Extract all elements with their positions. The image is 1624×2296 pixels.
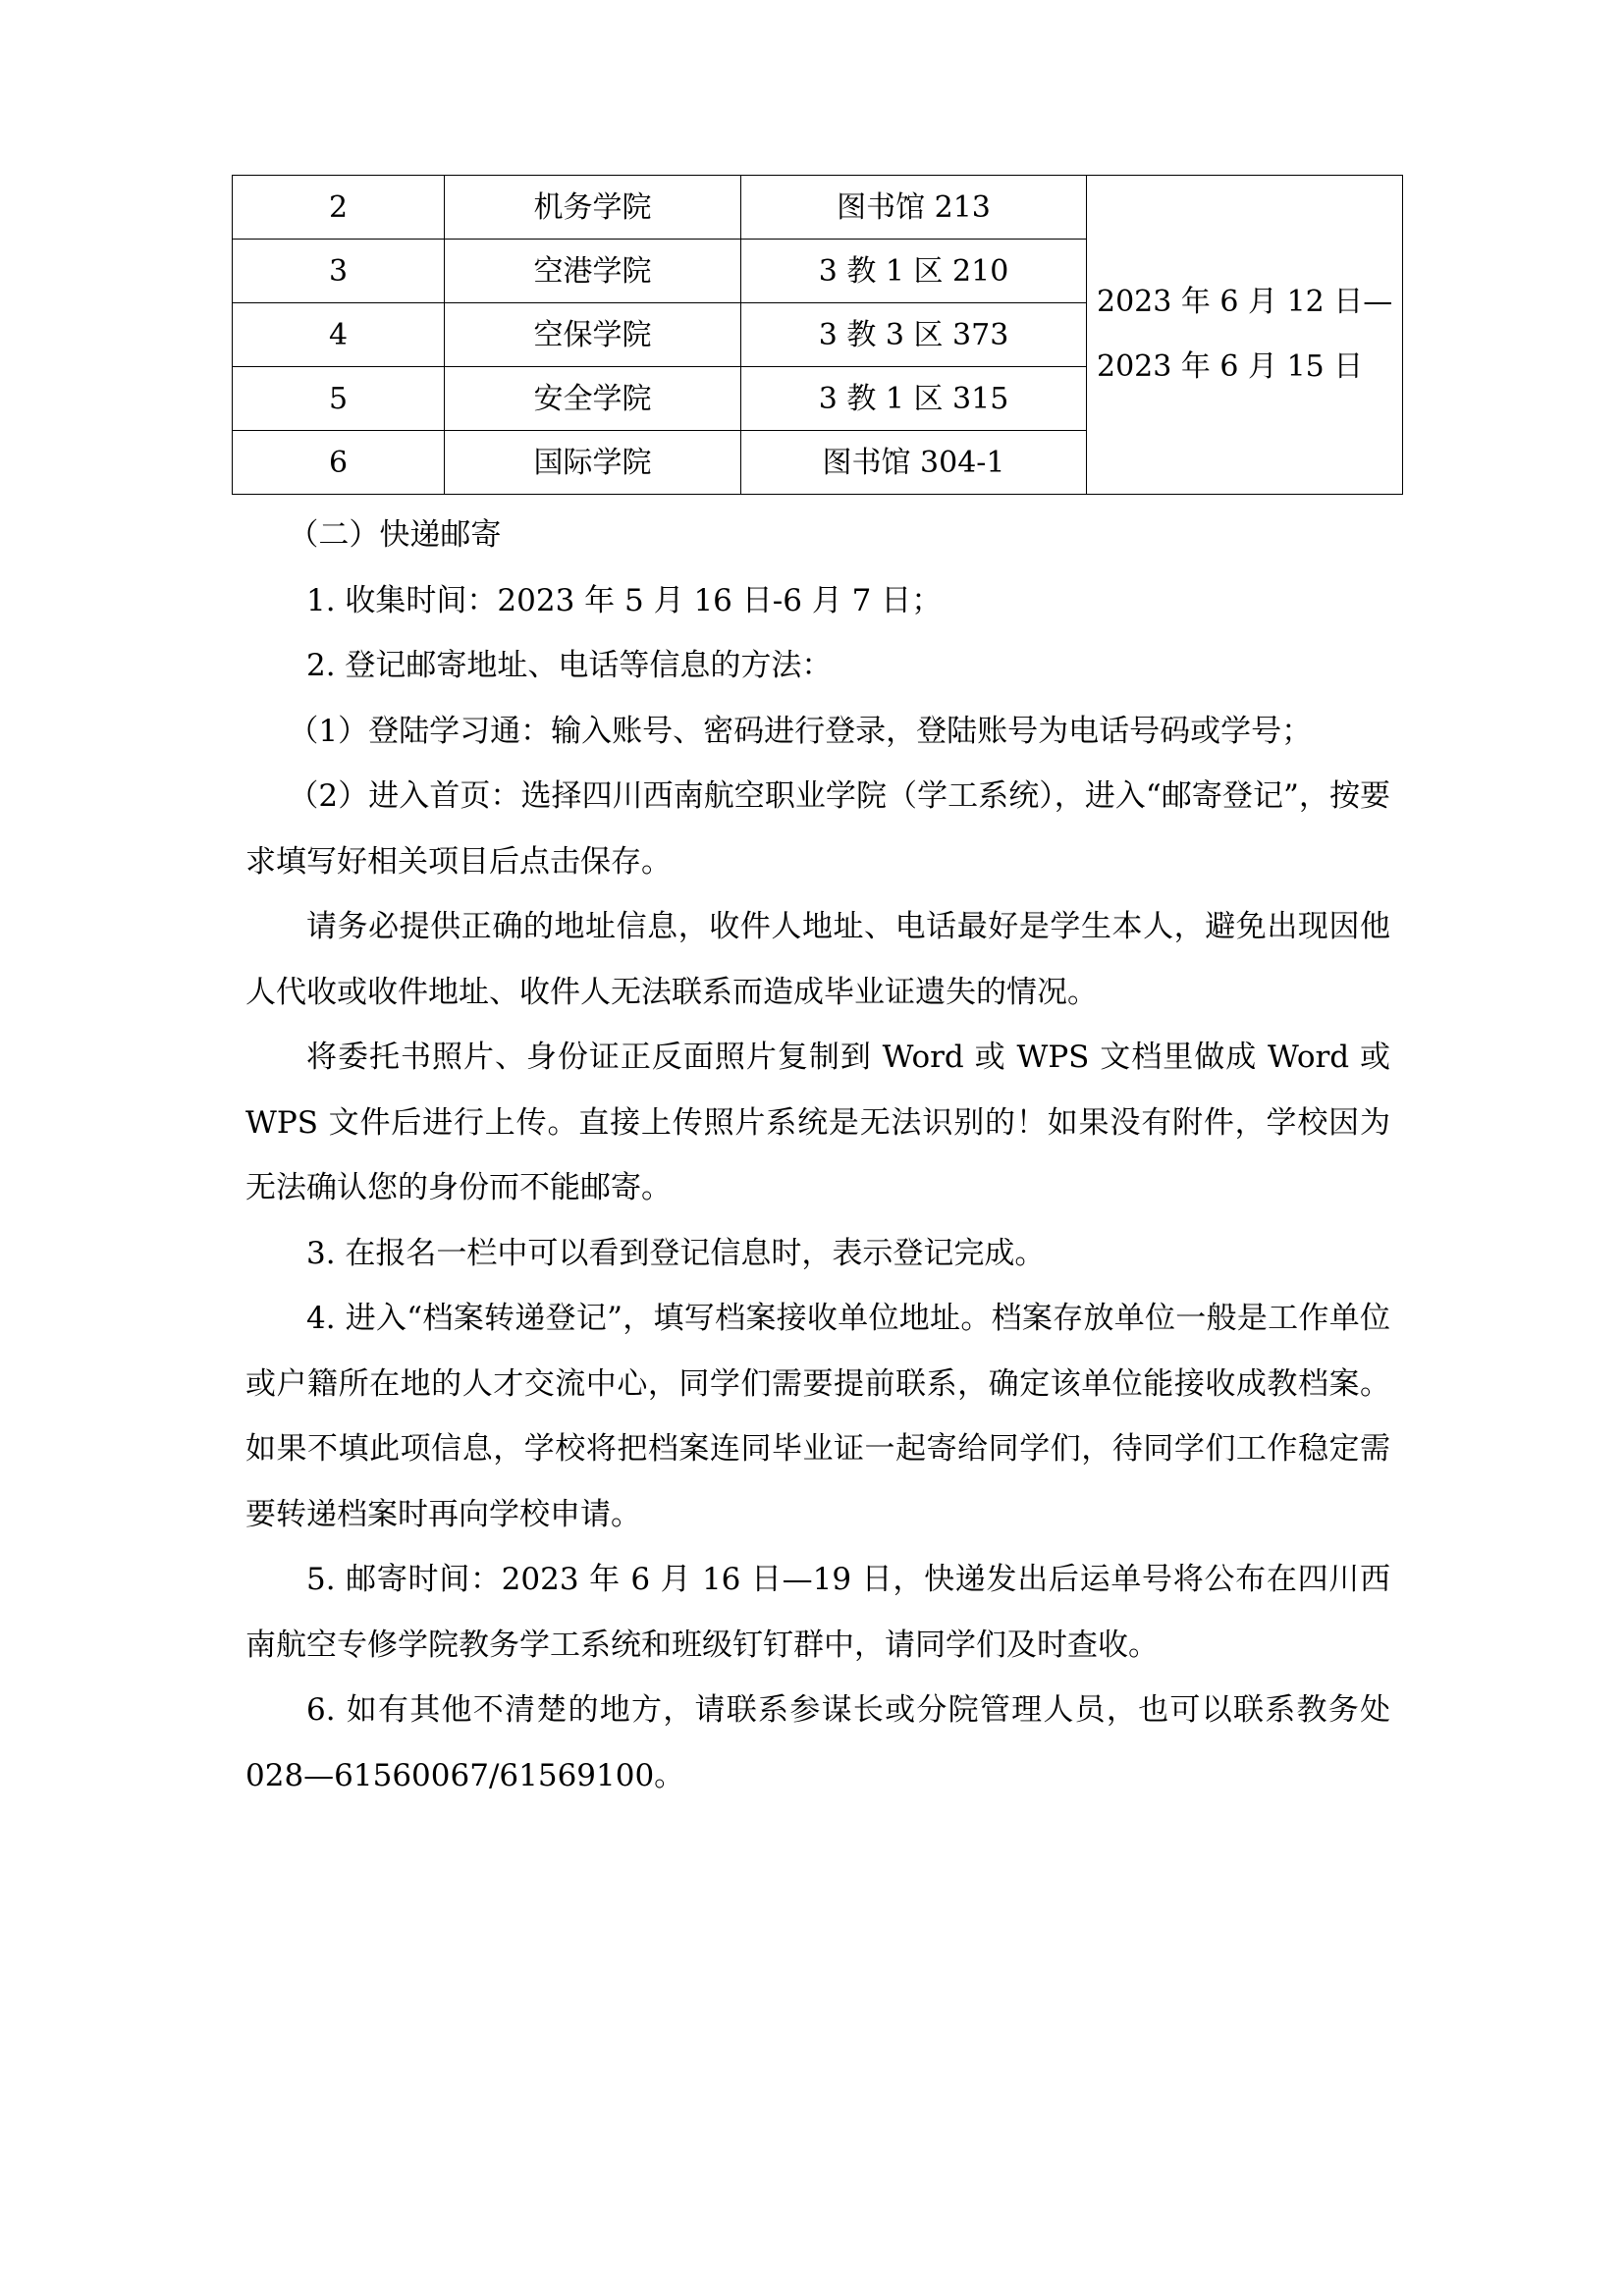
paragraph-login-step: （1）登陆学习通：输入账号、密码进行登录，登陆账号为电话号码或学号； <box>288 713 1313 749</box>
paragraph-collection-time: 1. 收集时间：2023 年 5 月 16 日-6 月 7 日； <box>306 582 943 618</box>
body-text <box>245 503 1390 1808</box>
date-range-cell <box>1087 176 1403 495</box>
row-number: 3 <box>233 240 445 303</box>
college-name: 空港学院 <box>445 240 741 303</box>
college-name: 空保学院 <box>445 303 741 367</box>
paragraph-upload-instructions: 将委托书照片、身份证正反面照片复制到 Word 或 WPS 文档里做成 Word 或 WPS 文件后进行上传。直接上传照片系统是无法识别的！如果没有附件，学校因为无法确认您的身份而不能邮寄。 <box>245 1040 1390 1205</box>
date-range-end: 2023 年 6 月 15 日 <box>1097 349 1364 384</box>
room-location: 图书馆 304-1 <box>741 431 1087 495</box>
room-location: 图书馆 213 <box>741 176 1087 240</box>
paragraph-mailing-time: 5. 邮寄时间：2023 年 6 月 16 日—19 日，快递发出后运单号将公布在四川西南航空专修学院教务学工系统和班级钉钉群中，请同学们及时查收。 <box>245 1562 1390 1663</box>
row-number: 6 <box>233 431 445 495</box>
paragraph-registration-complete: 3. 在报名一栏中可以看到登记信息时，表示登记完成。 <box>306 1235 1046 1271</box>
table-row <box>233 176 1403 240</box>
college-name: 机务学院 <box>445 176 741 240</box>
row-number: 4 <box>233 303 445 367</box>
college-name: 安全学院 <box>445 367 741 431</box>
row-number: 2 <box>233 176 445 240</box>
date-range-start: 2023 年 6 月 12 日— <box>1097 285 1393 319</box>
room-location: 3 教 1 区 210 <box>741 240 1087 303</box>
paragraph-address-notice: 请务必提供正确的地址信息，收件人地址、电话最好是学生本人，避免出现因他人代收或收件地址、收件人无法联系而造成毕业证遗失的情况。 <box>245 909 1390 1010</box>
paragraph-archive-transfer: 4. 进入“档案转递登记”，填写档案接收单位地址。档案存放单位一般是工作单位或户籍所在地的人才交流中心，同学们需要提前联系，确定该单位能接收成教档案。如果不填此项信息，学校将把档案连同毕业证一起寄给同学们，待同学们工作稳定需要转递档案时再向学校申请。 <box>245 1301 1390 1532</box>
room-location: 3 教 3 区 373 <box>741 303 1087 367</box>
paragraph-homepage-step: （2）进入首页：选择四川西南航空职业学院（学工系统），进入“邮寄登记”，按要求填写好相关项目后点击保存。 <box>245 778 1390 880</box>
college-name: 国际学院 <box>445 431 741 495</box>
room-location: 3 教 1 区 315 <box>741 367 1087 431</box>
paragraph-registration-method: 2. 登记邮寄地址、电话等信息的方法： <box>306 648 833 683</box>
schedule-table <box>232 175 1403 495</box>
row-number: 5 <box>233 367 445 431</box>
section-heading: （二）快递邮寄 <box>288 517 502 553</box>
paragraph-contact-info: 6. 如有其他不清楚的地方，请联系参谋长或分院管理人员，也可以联系教务处 028—61560067/61569100。 <box>245 1692 1390 1793</box>
